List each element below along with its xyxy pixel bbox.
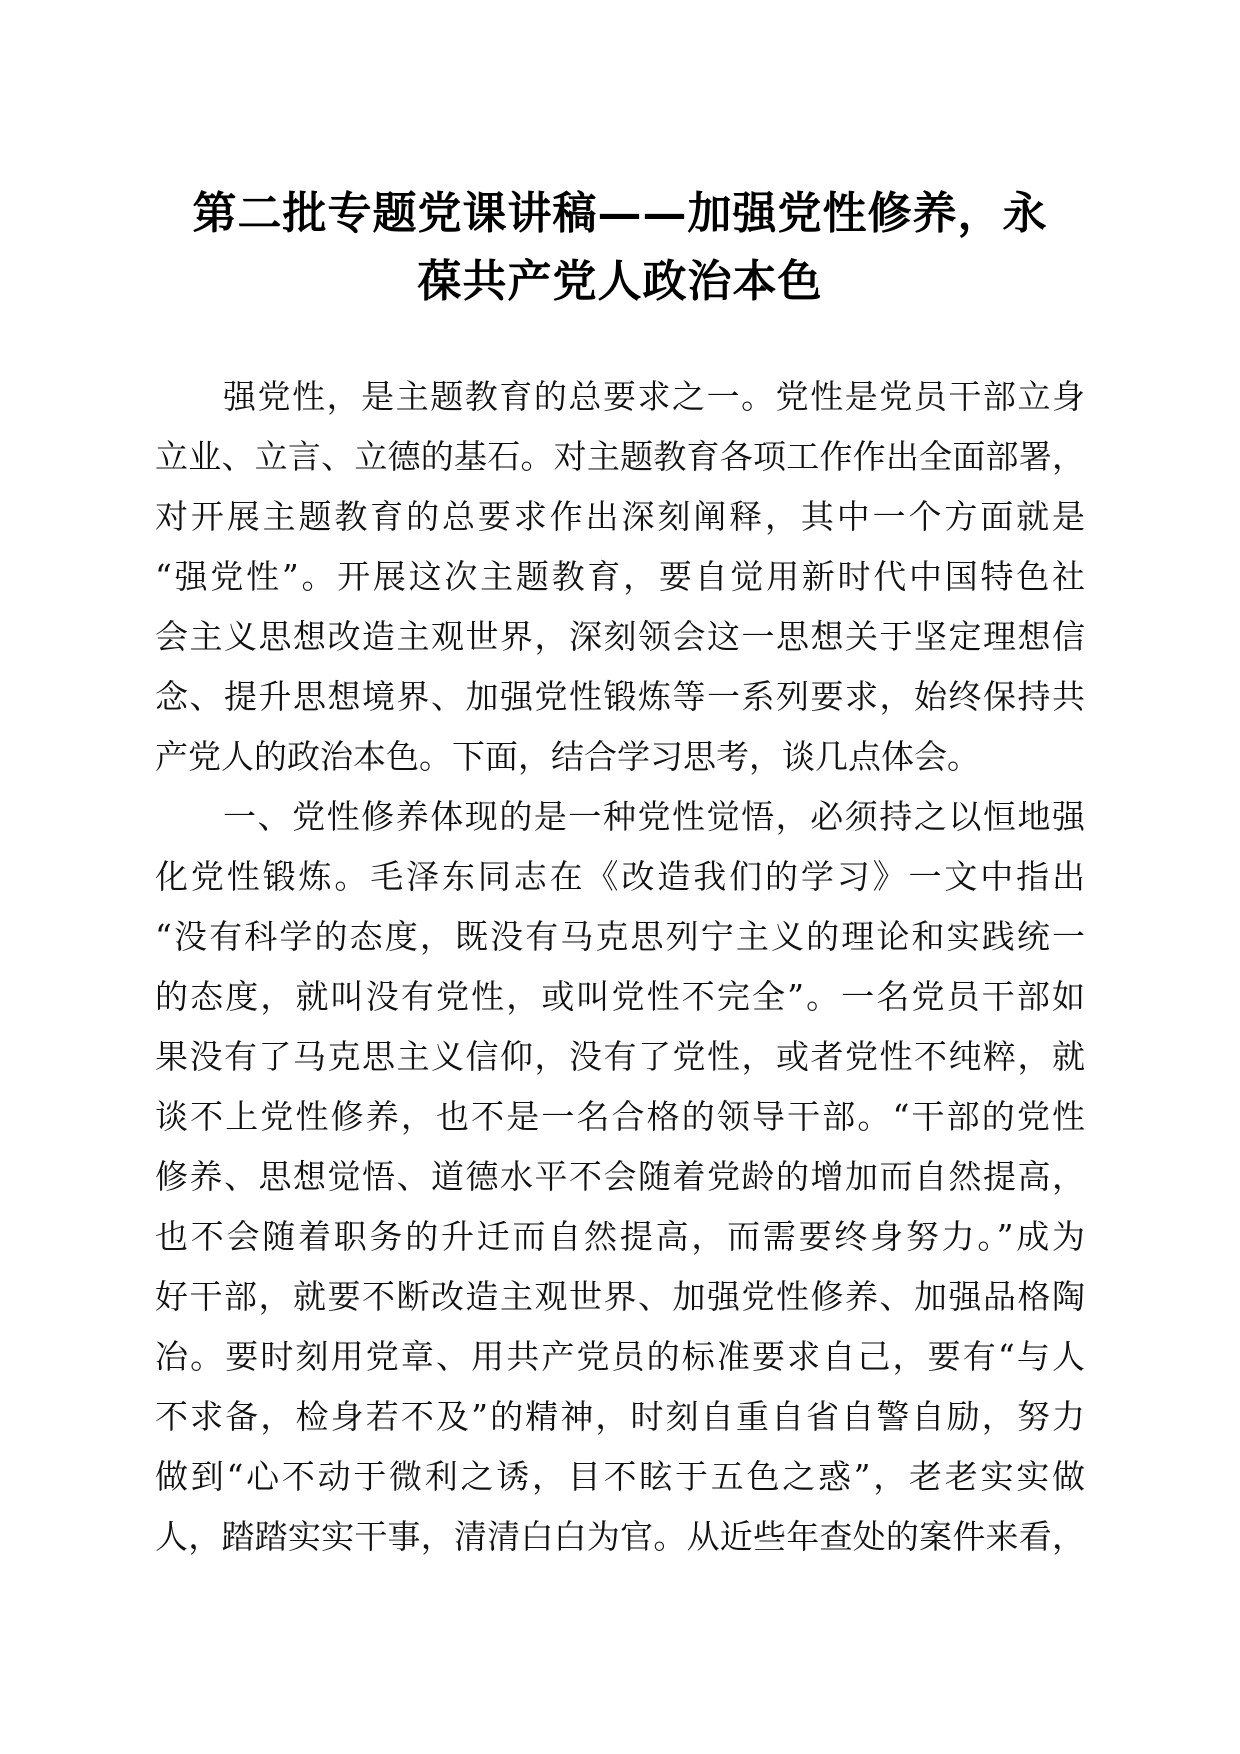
title-line: 第二批专题党课讲稿——加强党性修养，永 [192,188,1048,239]
title-line: 葆共产党人政治本色 [417,256,823,307]
paragraph-line: 立业、立言、立德的基石。对主题教育各项工作作出全面部署， [155,437,1085,476]
paragraph-line: 不求备，检身若不及”的精神，时刻自重自省自警自励，努力 [155,1397,1085,1436]
paragraph-line: 产党人的政治本色。下面，结合学习思考，谈几点体会。 [155,737,980,776]
paragraph-line: 冶。要时刻用党章、用共产党员的标准要求自己，要有“与人 [155,1337,1085,1376]
document-body [155,367,1085,1567]
document-title [150,180,1090,316]
paragraph-line: 对开展主题教育的总要求作出深刻阐释，其中一个方面就是 [155,497,1085,536]
paragraph-line: 也不会随着职务的升迁而自然提高，而需要终身努力。”成为 [155,1217,1085,1256]
paragraph-line: 的态度，就叫没有党性，或叫党性不完全”。一名党员干部如 [155,977,1085,1016]
paragraph-line: “没有科学的态度，既没有马克思列宁主义的理论和实践统一 [155,917,1085,956]
paragraph-line: 化党性锻炼。毛泽东同志在《改造我们的学习》一文中指出 [155,857,1085,896]
paragraph-line: 做到“心不动于微利之诱，目不眩于五色之惑”，老老实实做 [155,1457,1085,1496]
paragraph-line: 谈不上党性修养，也不是一名合格的领导干部。“干部的党性 [155,1097,1085,1136]
paragraph-line: 果没有了马克思主义信仰，没有了党性，或者党性不纯粹，就 [155,1037,1085,1076]
paragraph-line: 强党性，是主题教育的总要求之一。党性是党员干部立身 [223,377,1085,416]
paragraph-line: 修养、思想觉悟、道德水平不会随着党龄的增加而自然提高， [155,1157,1085,1196]
paragraph-line: “强党性”。开展这次主题教育，要自觉用新时代中国特色社 [155,557,1085,596]
paragraph-line: 念、提升思想境界、加强党性锻炼等一系列要求，始终保持共 [155,677,1085,716]
paragraph-line: 好干部，就要不断改造主观世界、加强党性修养、加强品格陶 [155,1277,1085,1316]
paragraph-line: 会主义思想改造主观世界，深刻领会这一思想关于坚定理想信 [155,617,1085,656]
paragraph-line: 一、党性修养体现的是一种党性觉悟，必须持之以恒地强 [223,797,1085,836]
paragraph-line: 人，踏踏实实干事，清清白白为官。从近些年查处的案件来看， [155,1517,1085,1556]
